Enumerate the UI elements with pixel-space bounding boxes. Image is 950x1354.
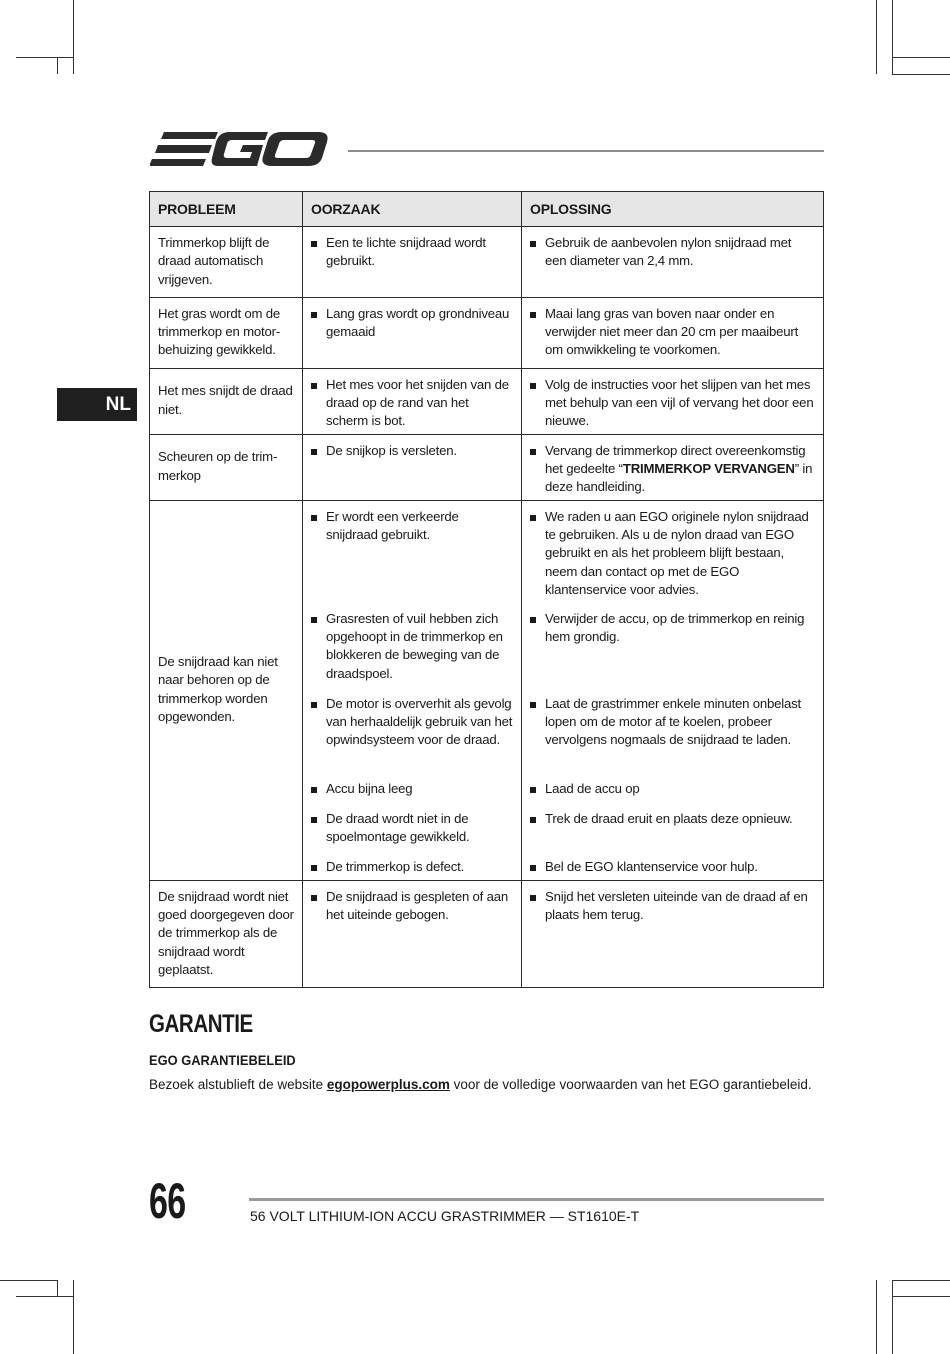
problem-cell: Het gras wordt om de trimmerkop en motor-behuizing gewikkeld. bbox=[150, 297, 303, 368]
cause-text: De snijkop is versleten. bbox=[326, 442, 457, 458]
warranty-text-post: voor de volledige voorwaarden van het EGO garantiebeleid. bbox=[449, 1077, 812, 1092]
ego-logo bbox=[150, 128, 332, 172]
bullet-icon bbox=[311, 383, 317, 389]
bullet-icon bbox=[311, 449, 317, 455]
bullet-icon bbox=[311, 787, 317, 793]
solution-text: Gebruik de aanbevolen nylon snijdraad met een diameter van 2,4 mm. bbox=[545, 235, 792, 269]
crop-mark bbox=[73, 1280, 74, 1354]
bullet-icon bbox=[530, 865, 536, 871]
crop-mark bbox=[16, 1296, 73, 1297]
solution-text: Maai lang gras van boven naar onder en verwijder niet meer dan 20 cm per maaibeurt om omwikkeling te voorkomen. bbox=[545, 305, 799, 358]
cause-text: Grasresten of vuil hebben zich opgehoopt in de trimmerkop en blokkeren de beweging van de draadspoel. bbox=[326, 610, 503, 681]
warranty-text-pre: Bezoek alstublieft de website bbox=[149, 1077, 327, 1092]
solution-cell bbox=[522, 880, 824, 987]
solution-cell bbox=[522, 368, 824, 434]
section-reference: TRIMMERKOP VERVANGEN bbox=[622, 461, 795, 477]
crop-mark bbox=[16, 57, 73, 58]
cause-text: De draad wordt niet in de spoelmontage gewikkeld. bbox=[326, 810, 470, 845]
list-item bbox=[303, 369, 521, 431]
solution-text: Snijd het versleten uiteinde van de draad af en plaats hem terug. bbox=[545, 888, 808, 923]
crop-mark bbox=[73, 0, 74, 74]
table-row bbox=[150, 500, 824, 880]
header-problem: PROBLEEM bbox=[150, 192, 303, 227]
problem-cell: Scheuren op de trim-merkop bbox=[150, 434, 303, 500]
cause-text: Het mes voor het snijden van de draad op de rand van het scherm is bot. bbox=[326, 376, 509, 429]
list-item bbox=[303, 298, 521, 342]
solution-text: We raden u aan EGO originele nylon snijdraad te gebruiken. Als u de nylon draad van EGO gebruikt en als het probleem blijft bestaan, neem dan contact op met de EGO klantenservice voor advies. bbox=[545, 508, 809, 597]
cause-text: Accu bijna leeg bbox=[326, 780, 413, 796]
list-item bbox=[303, 881, 521, 925]
bullet-icon bbox=[311, 241, 317, 247]
list-item bbox=[522, 501, 823, 603]
bullet-icon bbox=[530, 312, 536, 318]
warranty-paragraph bbox=[149, 1077, 812, 1092]
bullet-icon bbox=[311, 702, 317, 708]
crop-mark bbox=[892, 1280, 893, 1354]
bullet-icon bbox=[311, 817, 317, 823]
crop-mark bbox=[892, 57, 950, 58]
solution-cell bbox=[522, 500, 824, 880]
solution-cell bbox=[522, 434, 824, 500]
bullet-icon bbox=[530, 241, 536, 247]
bullet-icon bbox=[311, 895, 317, 901]
table-row bbox=[150, 227, 824, 298]
cause-cell bbox=[303, 880, 522, 987]
cause-text: De snijdraad is gespleten of aan het uiteinde gebogen. bbox=[326, 888, 509, 923]
problem-cell: Trimmerkop blijft de draad automatisch vrijgeven. bbox=[150, 227, 303, 298]
solution-text: Laat de grastrimmer enkele minuten onbelast lopen om de motor af te koelen, probeer vervolgens nogmaals de snijdraad te laden. bbox=[545, 695, 802, 748]
language-tab-label: NL bbox=[105, 393, 131, 415]
bullet-icon bbox=[530, 449, 536, 455]
list-item bbox=[303, 603, 521, 688]
bullet-icon bbox=[530, 817, 536, 823]
problem-cell: Het mes snijdt de draad niet. bbox=[150, 368, 303, 434]
list-item bbox=[303, 227, 521, 271]
solution-text: Bel de EGO klantenservice voor hulp. bbox=[545, 858, 758, 874]
solution-text bbox=[545, 442, 815, 497]
cause-cell bbox=[303, 368, 522, 434]
cause-cell bbox=[303, 227, 522, 298]
bullet-icon bbox=[530, 895, 536, 901]
bullet-icon bbox=[311, 312, 317, 318]
crop-mark bbox=[876, 1280, 877, 1354]
list-item bbox=[522, 603, 823, 688]
crop-mark bbox=[0, 1280, 57, 1281]
crop-mark bbox=[57, 57, 58, 74]
solution-text: Verwijder de accu, op de trimmerkop en reinig hem grondig. bbox=[545, 610, 805, 645]
website-link[interactable]: egopowerplus.com bbox=[326, 1077, 450, 1092]
footer-rule bbox=[249, 1198, 824, 1201]
list-item bbox=[522, 435, 823, 497]
bullet-icon bbox=[530, 702, 536, 708]
bullet-icon bbox=[311, 865, 317, 871]
crop-mark bbox=[892, 0, 893, 74]
header-solution: OPLOSSING bbox=[522, 192, 824, 227]
list-item bbox=[303, 688, 521, 773]
crop-mark bbox=[892, 74, 950, 75]
list-item bbox=[303, 501, 521, 603]
cause-cell bbox=[303, 297, 522, 368]
solution-text: Volg de instructies voor het slijpen van het mes met behulp van een vijl of vervang het door een nieuwe. bbox=[545, 376, 814, 429]
header-cause: OORZAAK bbox=[303, 192, 522, 227]
table-header-row bbox=[150, 192, 824, 227]
list-item bbox=[522, 881, 823, 925]
list-item bbox=[522, 369, 823, 431]
crop-mark bbox=[892, 1296, 950, 1297]
list-item bbox=[303, 773, 521, 803]
list-item bbox=[522, 298, 823, 360]
table-row bbox=[150, 368, 824, 434]
bullet-icon bbox=[530, 617, 536, 623]
solution-text-part: Vervang de trimmerkop direct overeenkomstig het gedeelte “ bbox=[545, 442, 806, 477]
cause-text: Lang gras wordt op grondniveau gemaaid bbox=[326, 305, 510, 340]
table-row bbox=[150, 297, 824, 368]
solution-cell bbox=[522, 227, 824, 298]
bullet-icon bbox=[530, 787, 536, 793]
bullet-icon bbox=[311, 515, 317, 521]
list-item bbox=[303, 803, 521, 851]
cause-text: De motor is oververhit als gevolg van herhaaldelijk gebruik van het opwindsysteem voor de draad. bbox=[326, 695, 513, 748]
cause-text: Er wordt een verkeerde snijdraad gebruikt. bbox=[326, 508, 459, 543]
footer-product-title: 56 VOLT LITHIUM-ION ACCU GRASTRIMMER — ST1610E-T bbox=[250, 1208, 640, 1224]
list-item bbox=[522, 803, 823, 851]
solution-cell bbox=[522, 297, 824, 368]
bullet-icon bbox=[311, 617, 317, 623]
crop-mark bbox=[876, 0, 877, 74]
table-row bbox=[150, 434, 824, 500]
cause-text: Een te lichte snijdraad wordt gebruikt. bbox=[326, 235, 486, 269]
problem-cell: De snijdraad wordt niet goed doorgegeven door de trimmerkop als de snijdraad wordt geplaatst. bbox=[150, 880, 303, 987]
cause-cell bbox=[303, 500, 522, 880]
solution-text: Trek de draad eruit en plaats deze opnieuw. bbox=[545, 810, 793, 826]
crop-mark bbox=[892, 1280, 950, 1281]
troubleshooting-table bbox=[149, 191, 824, 988]
crop-mark bbox=[57, 1280, 58, 1297]
list-item bbox=[522, 227, 823, 271]
list-item bbox=[303, 851, 521, 879]
solution-text-part: ” in deze handleiding. bbox=[545, 461, 813, 495]
list-item bbox=[522, 773, 823, 803]
warranty-heading: GARANTIE bbox=[149, 1010, 253, 1038]
solution-text: Laad de accu op bbox=[545, 780, 640, 796]
table-row bbox=[150, 880, 824, 987]
warranty-subheading: EGO GARANTIEBELEID bbox=[149, 1052, 296, 1068]
bullet-icon bbox=[530, 515, 536, 521]
page-number: 66 bbox=[149, 1173, 186, 1229]
cause-text: De trimmerkop is defect. bbox=[326, 858, 465, 874]
list-item bbox=[522, 688, 823, 773]
list-item bbox=[303, 435, 521, 460]
problem-cell: De snijdraad kan niet naar behoren op de trimmerkop worden opgewonden. bbox=[150, 500, 303, 880]
bullet-icon bbox=[530, 383, 536, 389]
cause-cell bbox=[303, 434, 522, 500]
header-rule bbox=[348, 150, 824, 152]
language-tab bbox=[57, 388, 137, 421]
list-item bbox=[522, 851, 823, 879]
